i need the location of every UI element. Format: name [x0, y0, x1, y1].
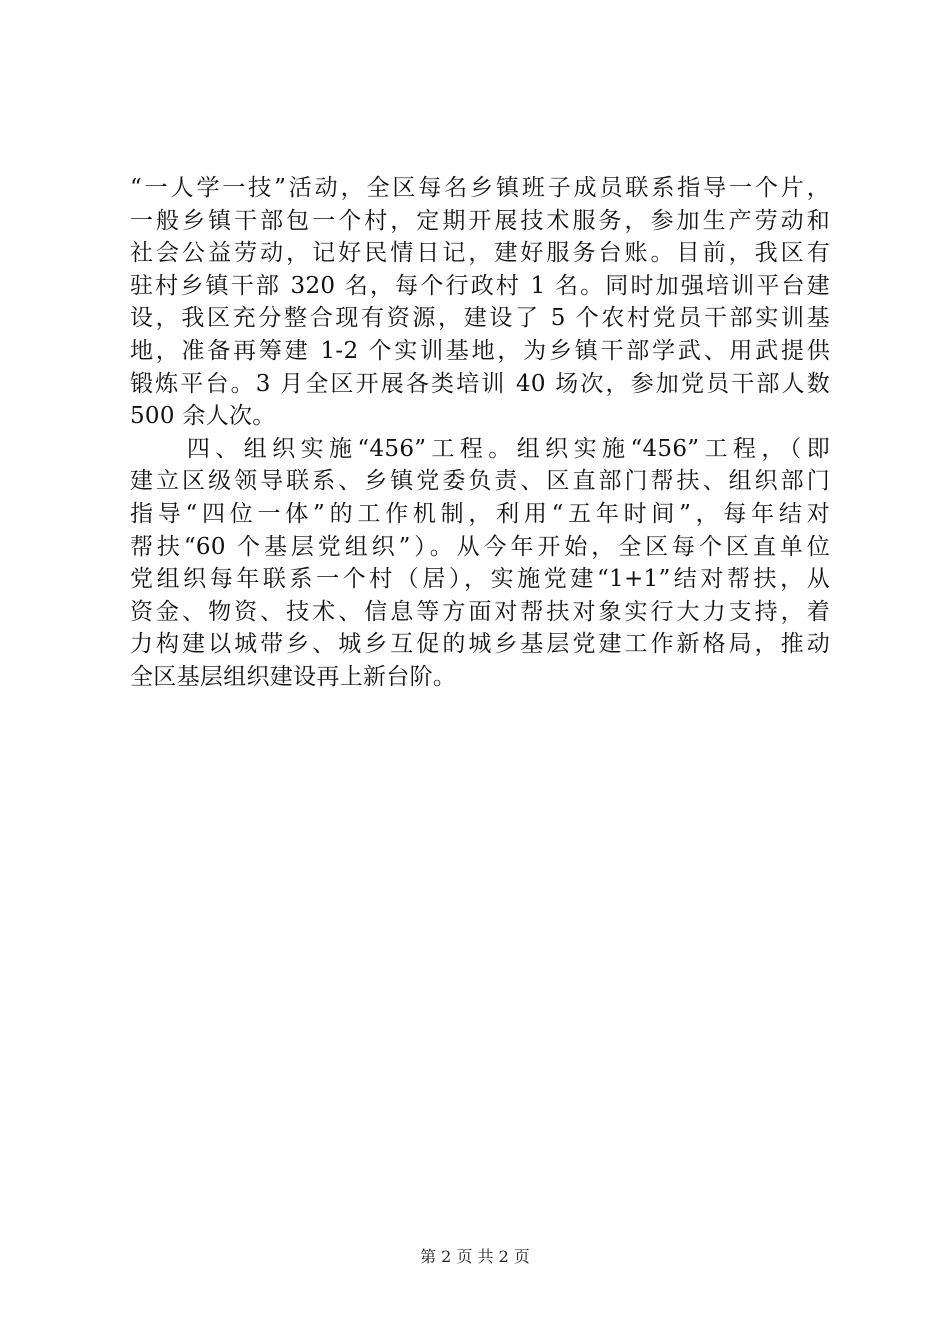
text-line: 社会公益劳动，记好民情日记，建好服务台账。目前，我区有 [130, 240, 830, 267]
text-line: 四、组织实施“456”工程。组织实施“456”工程，（即 [130, 435, 830, 462]
text-line: 全区基层组织建设再上新台阶。 [130, 663, 457, 690]
text-line: “一人学一技”活动，全区每名乡镇班子成员联系指导一个片， [130, 175, 830, 201]
page-number: 第 2 页 共 2 页 [420, 1247, 530, 1266]
text-line: 党组织每年联系一个村（居），实施党建“1+1”结对帮扶，从 [130, 566, 830, 593]
paragraph-2 [130, 433, 830, 694]
text-line: 指导“四位一体”的工作机制，利用“五年时间”，每年结对 [130, 500, 830, 527]
text-line: 力构建以城带乡、城乡互促的城乡基层党建工作新格局，推动 [130, 631, 830, 658]
text-line: 设，我区充分整合现有资源，建设了 5 个农村党员干部实训基 [130, 305, 830, 332]
text-line: 地，准备再筹建 1-2 个实训基地，为乡镇干部学武、用武提供 [130, 337, 830, 364]
page-footer [0, 1247, 950, 1267]
text-line: 帮扶“60 个基层党组织”）。从今年开始，全区每个区直单位 [130, 533, 830, 560]
text-line: 一般乡镇干部包一个村，定期开展技术服务，参加生产劳动和 [130, 207, 830, 234]
paragraph-1 [130, 172, 830, 433]
text-line: 建立区级领导联系、乡镇党委负责、区直部门帮扶、组织部门 [130, 468, 830, 495]
text-line: 资金、物资、技术、信息等方面对帮扶对象实行大力支持，着 [130, 598, 830, 625]
body-text [130, 172, 830, 694]
text-line: 500 余人次。 [130, 403, 276, 430]
text-line: 驻村乡镇干部 320 名，每个行政村 1 名。同时加强培训平台建 [130, 272, 830, 299]
text-line: 锻炼平台。3 月全区开展各类培训 40 场次，参加党员干部人数 [130, 370, 830, 397]
